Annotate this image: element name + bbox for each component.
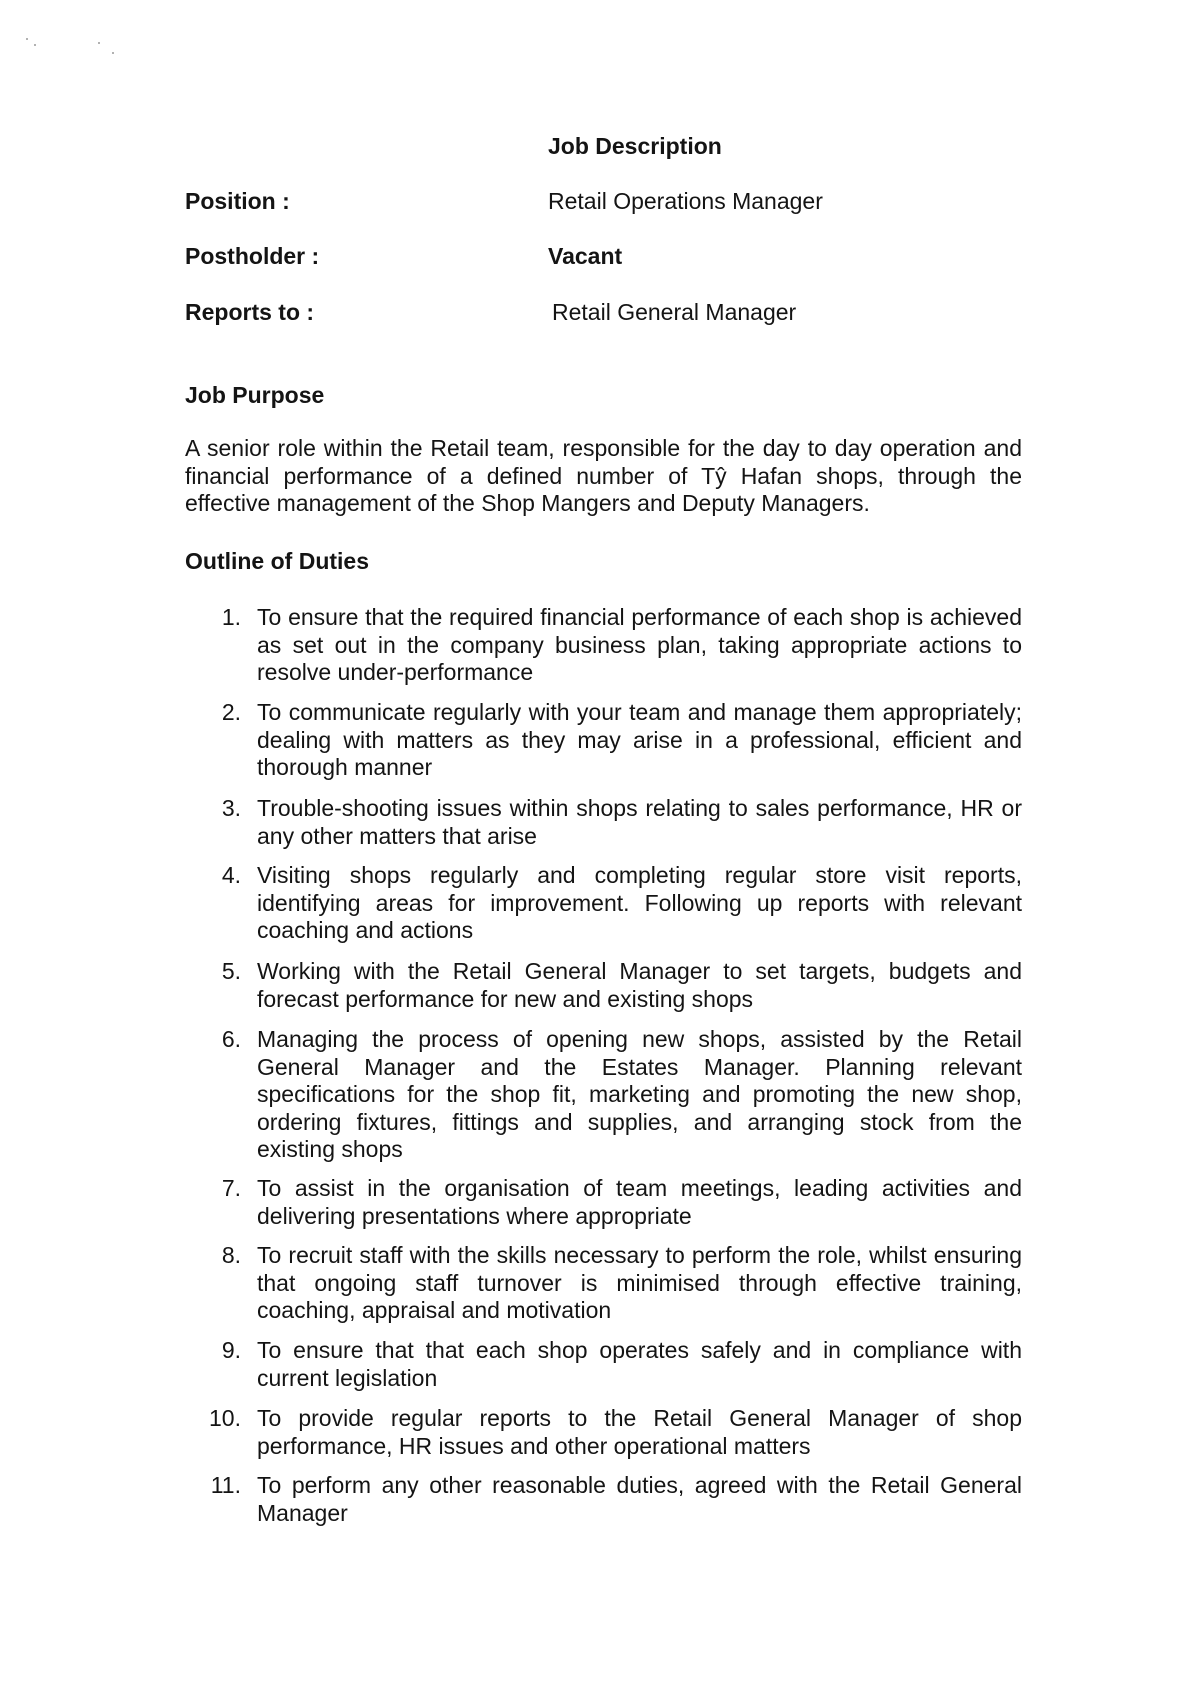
duty-number: 5. <box>221 958 241 984</box>
position-label: Position : <box>185 188 290 214</box>
reports-to-label: Reports to : <box>185 299 315 325</box>
duty-text: To perform any other reasonable duties, agreed with the Retail General Manager <box>257 1472 1022 1526</box>
scan-speck <box>34 44 36 46</box>
duty-number: 9. <box>221 1337 241 1363</box>
postholder-label: Postholder : <box>185 243 320 269</box>
scan-speck <box>98 42 100 44</box>
duty-text: To assist in the organisation of team meetings, leading activities and delivering presentations where appropriate <box>257 1175 1022 1229</box>
reports-to-value: Retail General Manager <box>552 299 797 325</box>
reports-to-row <box>185 297 1035 327</box>
duty-text: Trouble-shooting issues within shops relating to sales performance, HR or any other matters that arise <box>257 795 1022 849</box>
duty-text: To ensure that that each shop operates safely and in compliance with current legislation <box>257 1337 1022 1391</box>
job-purpose-text: A senior role within the Retail team, responsible for the day to day operation and financial performance of a defined number of Tŷ Hafan shops, through the effective management of the Shop Mangers and Deputy Managers. <box>185 435 1022 517</box>
duty-number: 8. <box>221 1242 241 1268</box>
position-value: Retail Operations Manager <box>548 188 823 214</box>
postholder-value: Vacant <box>548 243 623 269</box>
job-purpose-heading: Job Purpose <box>185 382 325 408</box>
duty-number: 2. <box>221 699 241 725</box>
document-title: Job Description <box>548 133 722 159</box>
duty-number: 7. <box>221 1175 241 1201</box>
duty-number: 6. <box>221 1026 241 1052</box>
duty-text: To ensure that the required financial performance of each shop is achieved as set out in the company business plan, taking appropriate actions to resolve under-performance <box>257 604 1022 685</box>
duty-number: 4. <box>221 862 241 888</box>
duty-text: To communicate regularly with your team and manage them appropriately; dealing with matters as they may arise in a professional, efficient and thorough manner <box>257 699 1022 780</box>
duties-heading: Outline of Duties <box>185 548 369 574</box>
duty-number: 11. <box>210 1472 241 1498</box>
duty-number: 1. <box>221 604 241 630</box>
duty-number: 3. <box>221 795 241 821</box>
scan-speck <box>26 38 28 40</box>
scan-speck <box>112 52 114 54</box>
postholder-row <box>185 241 1035 271</box>
position-row <box>185 186 1035 216</box>
duty-text: Working with the Retail General Manager to set targets, budgets and forecast performance for new and existing shops <box>257 958 1022 1012</box>
duty-number: 10. <box>209 1405 241 1431</box>
duty-text: To provide regular reports to the Retail General Manager of shop performance, HR issues and other operational matters <box>257 1405 1022 1459</box>
duty-text: Managing the process of opening new shops, assisted by the Retail General Manager and the Estates Manager. Planning relevant specifications for the shop fit, marketing and promoting the new shop, ordering fixtures, fittings and supplies, and arranging stock from the existing shops <box>257 1026 1022 1162</box>
duty-text: Visiting shops regularly and completing regular store visit reports, identifying areas for improvement. Following up reports with relevant coaching and actions <box>257 862 1022 943</box>
duty-text: To recruit staff with the skills necessary to perform the role, whilst ensuring that ongoing staff turnover is minimised through effective training, coaching, appraisal and motivation <box>257 1242 1022 1323</box>
